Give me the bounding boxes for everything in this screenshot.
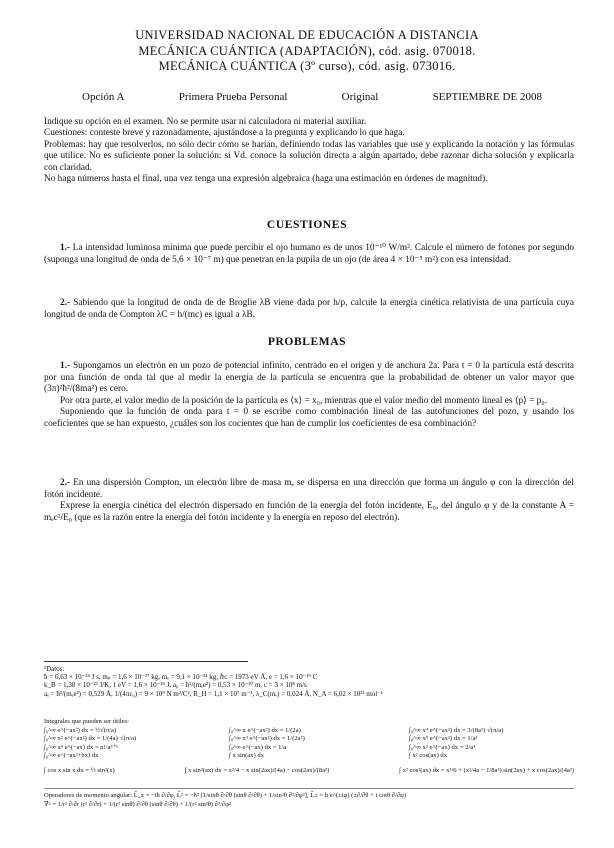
problem-1 [44,361,574,431]
footnote-line: ħ = 6,63 × 10⁻³⁴ J s, mₚ = 1,6 × 10⁻²⁷ kg, mₑ = 9,1 × 10⁻³¹ kg, ℏc = 1973 eV Å, e = 1,6 × 10⁻¹⁹ C [44,673,318,682]
integral-formula: ∫ x² cos²(ax) dx = x³/6 + (x²/4a − 1/8a³) sin(2ax) + x cos(2ax)/(4a²) [399,767,574,774]
section-title-problemas: PROBLEMAS [267,336,347,348]
integrals-column [409,727,574,761]
footnote-data [44,665,574,698]
integrals-column [229,727,394,761]
footnote-line: k_B = 1,38 × 10⁻²³ J/K, 1 eV = 1,6 × 10⁻¹⁹ J, a₀ = ħ²/(mₑe²) = 0,53 × 10⁻¹⁰ m, c = 3 × 10⁸ m/s [44,681,307,690]
integral-formula: ∫₀^∞ x² e^(−ax²) dx = 1/(4a)·√(π/a) [44,735,137,743]
instruction-line: No haga números hasta el final, una vez tenga una expresión algebraica (haga una estimación en órdenes de magnitud). [44,174,488,185]
problem-text: Por otra parte, el valor medio de la posición de la partícula es ⟨x⟩ = x₀, mientras que el valor medio del momento lineal es ⟨p⟩ = p₀. [60,395,547,406]
question-text: Sabiendo que la longitud de onda de de Broglie λB viene dada por h/p, calcule la energía cinética relativista de una partícula cuya longitud de onda de Compton λC = h/(mc) es igual a λB. [44,298,574,320]
integrals-column [44,727,209,761]
problem-number: 1.- [60,361,71,371]
problem-text: Supongamos un electrón en un pozo de potencial infinito, centrado en el origen y de anchura 2a. Para t = 0 la partícula está descrita por una función de onda tal que al medir la energía de la partícula se encuentra que la probabilidad de obtener un valor mayor que (3π)²ħ²/(8ma²) es cero. [44,361,575,395]
instruction-line: Problemas: hay que resolverlos, no sólo decir cómo se harían, definiendo todas las variables que use y explicando la notación y las fórmulas que utilice. No es suficiente poner la solución: si Vd. conoce la solución directa a algún apartado, debe razonar dicha solución y explicarla con claridad. [44,139,574,173]
instruction-line: Cuestiones: conteste breve y razonadamente, ajustándose a la pregunta y explicando lo que haga. [44,128,405,139]
angular-momentum-operators: Operadores de momento angular: L̂_z = −iħ ∂/∂φ, L̂² = −ħ² [1/sinθ ∂/∂θ (sinθ ∂/∂θ) + 1/sin²θ ∂²/∂φ²], L̂± = ħ e^(±iφ) (±∂/∂θ + i cotθ ∂/∂φ) [44,792,407,799]
problem-text: En una dispersión Compton, un electrón libre de masa mₑ se dispersa en una dirección que forma un ángulo φ con la dirección del fotón incidente. [44,478,574,500]
exam-version: Original [341,91,379,103]
exam-date: SEPTIEMBRE DE 2008 [432,91,542,103]
problem-text: Suponiendo que la función de onda para t = 0 se escribe como combinación lineal de las autofunciones del pozo, y usando los coeficientes que se han expuesto, ¿cuáles son los cocientes que han de cumplir los coeficientes de esa combinación? [44,407,574,429]
course-line-1: MECÁNICA CUÁNTICA (ADAPTACIÓN), cód. asig. 070018. [138,44,476,58]
footnote-title: ¹Datos: [44,665,65,673]
integral-formula: ∫₀^∞ x³ e^(−ax²) dx = 1/(2a²) [229,735,305,743]
university-title: UNIVERSIDAD NACIONAL DE EDUCACIÓN A DISTANCIA [135,28,479,42]
instruction-line: Indique su opción en el examen. No se permite usar ni calculadora ni material auxiliar. [44,117,367,127]
operators-text [44,791,574,809]
course-line-2: MECÁNICA CUÁNTICA (3º curso), cód. asig. 073016. [158,59,456,73]
integral-formula: ∫ x sin(ax) dx [229,752,264,760]
integral-formula: ∫ x² cos(ax) dx [409,752,448,760]
integral-formula: ∫₀^∞ e^(−ax²) dx = ½√(π/a) [44,727,117,734]
integrals-title: Integrales que pueden ser útiles: [44,718,129,725]
integral-formula: ∫ cos x sin x dx = ½ sin²(x) [44,767,115,774]
integral-formula: ∫₀^∞ x e^(−ax²) dx = 1/(2a) [229,727,301,734]
problem-number: 2.- [60,478,71,488]
question-text: La intensidad luminosa mínima que puede percibir el ojo humano es de unos 10⁻¹⁰ W/m². Calcule el número de fotones por segundo (suponga una longitud de onda de 5,6 × 10⁻⁷ m) que penetran en la pupila de un ojo (de área 4 × 10⁻⁵ m²) con esa intensidad. [44,243,574,265]
question-1 [44,243,574,266]
exam-option: Opción A [82,91,125,103]
integral-formula: ∫₀^∞ x⁵ e^(−ax²) dx = 1/a³ [409,735,478,743]
footnote-line: aₑ = ħ²/(mₑe²) = 0,529 Å, 1/(4πε₀) = 9 × 10⁹ N m²/C², R_H = 1,1 × 10⁷ m⁻¹, λ_C(mₑ) = 0,024 Å, N_A = 6,02 × 10²³ mol⁻¹ [44,689,383,698]
exam-type: Primera Prueba Personal [178,91,288,103]
integrals-block [44,718,574,790]
question-number: 1.- [60,243,71,253]
section-title-cuestiones: CUESTIONES [266,219,348,231]
problem-2 [44,478,574,524]
footnote-rule [44,661,248,662]
laplacian-operator: ∇² = 1/r² ∂/∂r (r² ∂/∂r) + 1/(r² sinθ) ∂/∂θ (sinθ ∂/∂θ) + 1/(r² sin²θ) ∂²/∂φ² [44,801,231,808]
integral-formula: ∫₀^∞ x⁴ e^(−ax²) dx = 3/(8a²)·√(π/a) [409,727,504,734]
problem-text: Exprese la energía cinética del electrón dispersado en función de la energía del fotón incidente, E₀, del ángulo φ y de la constante A = mₑc²/E₀ (que es la razón entre la energía del fotón incidente y la energía en reposo del electrón). [44,501,574,523]
question-number: 2.- [60,298,71,308]
instructions [44,117,574,185]
integral-formula: ∫ x sin²(ax) dx = x²/4 − x sin(2ax)/(4a) − cos(2ax)/(8a²) [184,767,330,774]
question-2 [44,298,574,321]
integral-formula: ∫₀^∞ x² e^(−ax) dx = 2/a³ [409,743,476,751]
integral-formula: ∫₀^∞ xⁿ e^(−ax) dx = n!/aⁿ⁺¹ [44,743,118,751]
integral-formula: ∫₀^∞ e^(−ax) dx = 1/a [229,743,287,751]
integral-formula: ∫₀^∞ e^(−ax²+bx) dx [44,752,99,760]
exam-subheader [82,91,542,103]
trig-integrals [44,767,574,774]
